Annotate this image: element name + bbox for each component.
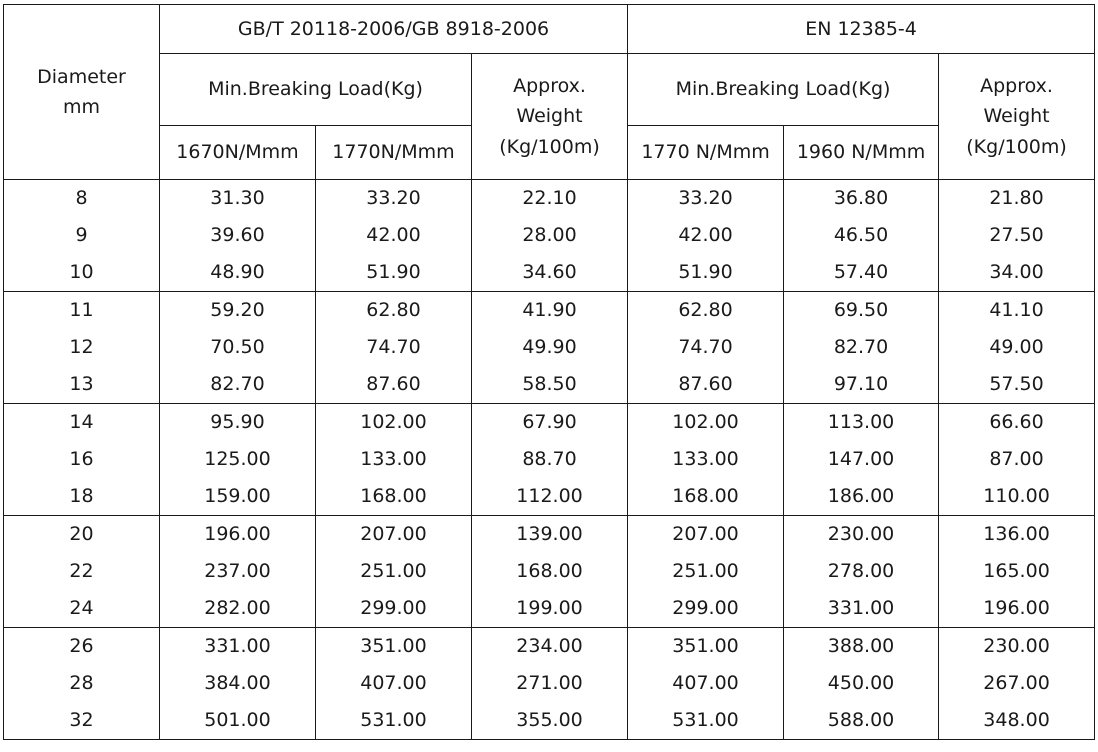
- table-row: [4, 516, 1095, 554]
- en-weight-cell: 165.00: [939, 553, 1095, 590]
- gb-weight-cell: 112.00: [472, 478, 628, 516]
- en-1960-cell: 57.40: [784, 254, 939, 292]
- gb-1670-cell: 331.00: [160, 628, 316, 666]
- approx-weight-gb-line2: Weight: [516, 105, 583, 128]
- en-1770-cell: 62.80: [628, 292, 784, 330]
- en-1960-cell: 278.00: [784, 553, 939, 590]
- en-1960-cell: 147.00: [784, 441, 939, 478]
- en-1770-cell: 102.00: [628, 404, 784, 442]
- grade-gb-1770-header: 1770N/Mmm: [316, 126, 472, 180]
- table-row: [4, 590, 1095, 628]
- gb-weight-cell: 28.00: [472, 217, 628, 254]
- en-1770-cell: 51.90: [628, 254, 784, 292]
- diameter-cell: 24: [4, 590, 160, 628]
- min-breaking-load-gb-label: Min.Breaking Load(Kg): [208, 78, 423, 101]
- en-1960-cell: 230.00: [784, 516, 939, 554]
- table-header: [4, 5, 1095, 180]
- en-1960-cell: 97.10: [784, 366, 939, 404]
- table-row: [4, 665, 1095, 702]
- diameter-cell: 8: [4, 180, 160, 218]
- table-row: [4, 254, 1095, 292]
- table-row: [4, 292, 1095, 330]
- grade-gb-1670-header: 1670N/Mmm: [160, 126, 316, 180]
- en-1770-cell: 133.00: [628, 441, 784, 478]
- en-1960-cell: 82.70: [784, 329, 939, 366]
- en-weight-cell: 21.80: [939, 180, 1095, 218]
- gb-1770-cell: 51.90: [316, 254, 472, 292]
- approx-weight-gb-header: [472, 54, 628, 180]
- diameter-cell: 10: [4, 254, 160, 292]
- gb-weight-cell: 168.00: [472, 553, 628, 590]
- gb-weight-cell: 88.70: [472, 441, 628, 478]
- approx-weight-gb-line1: Approx.: [513, 74, 586, 97]
- en-weight-cell: 136.00: [939, 516, 1095, 554]
- gb-1770-cell: 351.00: [316, 628, 472, 666]
- min-breaking-load-en-label: Min.Breaking Load(Kg): [675, 78, 891, 101]
- en-1770-cell: 168.00: [628, 478, 784, 516]
- en-1770-cell: 87.60: [628, 366, 784, 404]
- gb-1670-cell: 196.00: [160, 516, 316, 554]
- en-1770-cell: 251.00: [628, 553, 784, 590]
- en-1770-cell: 407.00: [628, 665, 784, 702]
- en-1770-cell: 42.00: [628, 217, 784, 254]
- gb-1770-cell: 207.00: [316, 516, 472, 554]
- gb-1770-cell: 62.80: [316, 292, 472, 330]
- grade-en-1960-header: 1960 N/Mmm: [784, 126, 939, 180]
- gb-weight-cell: 22.10: [472, 180, 628, 218]
- en-weight-cell: 196.00: [939, 590, 1095, 628]
- table-row: [4, 329, 1095, 366]
- en-1960-cell: 388.00: [784, 628, 939, 666]
- diameter-cell: 9: [4, 217, 160, 254]
- wire-rope-spec-table: [3, 4, 1095, 740]
- table-row: [4, 702, 1095, 740]
- en-1960-cell: 186.00: [784, 478, 939, 516]
- standard-en-label: EN 12385-4: [805, 17, 917, 40]
- diameter-header-line1: Diameter: [37, 65, 126, 88]
- table-row: [4, 404, 1095, 442]
- en-1770-cell: 351.00: [628, 628, 784, 666]
- gb-1670-cell: 501.00: [160, 702, 316, 740]
- approx-weight-en-line2: Weight: [983, 105, 1050, 128]
- gb-weight-cell: 234.00: [472, 628, 628, 666]
- en-1960-cell: 588.00: [784, 702, 939, 740]
- en-weight-cell: 230.00: [939, 628, 1095, 666]
- en-1960-cell: 113.00: [784, 404, 939, 442]
- gb-1770-cell: 531.00: [316, 702, 472, 740]
- en-1960-cell: 69.50: [784, 292, 939, 330]
- diameter-cell: 28: [4, 665, 160, 702]
- approx-weight-en-line3: (Kg/100m): [966, 135, 1067, 158]
- diameter-cell: 26: [4, 628, 160, 666]
- gb-1670-cell: 31.30: [160, 180, 316, 218]
- en-weight-cell: 49.00: [939, 329, 1095, 366]
- gb-1670-cell: 95.90: [160, 404, 316, 442]
- approx-weight-en-line1: Approx.: [980, 74, 1053, 97]
- min-breaking-load-gb-header: [160, 54, 472, 126]
- diameter-header-line2: mm: [62, 96, 101, 118]
- gb-1770-cell: 251.00: [316, 553, 472, 590]
- table-row: [4, 366, 1095, 404]
- gb-1670-cell: 82.70: [160, 366, 316, 404]
- diameter-cell: 12: [4, 329, 160, 366]
- gb-weight-cell: 41.90: [472, 292, 628, 330]
- gb-weight-cell: 355.00: [472, 702, 628, 740]
- en-weight-cell: 267.00: [939, 665, 1095, 702]
- standard-en-header: [628, 5, 1095, 54]
- en-1960-cell: 331.00: [784, 590, 939, 628]
- en-weight-cell: 66.60: [939, 404, 1095, 442]
- gb-1770-cell: 33.20: [316, 180, 472, 218]
- standard-gb-label: GB/T 20118-2006/GB 8918-2006: [237, 17, 550, 40]
- en-1960-cell: 36.80: [784, 180, 939, 218]
- gb-weight-cell: 139.00: [472, 516, 628, 554]
- approx-weight-en-header: [939, 54, 1095, 180]
- table-body: [4, 180, 1095, 740]
- en-weight-cell: 87.00: [939, 441, 1095, 478]
- table-row: [4, 180, 1095, 218]
- table-row: [4, 628, 1095, 666]
- gb-1770-cell: 133.00: [316, 441, 472, 478]
- gb-weight-cell: 34.60: [472, 254, 628, 292]
- en-weight-cell: 110.00: [939, 478, 1095, 516]
- gb-1770-cell: 42.00: [316, 217, 472, 254]
- gb-1770-cell: 168.00: [316, 478, 472, 516]
- en-weight-cell: 27.50: [939, 217, 1095, 254]
- gb-1670-cell: 48.90: [160, 254, 316, 292]
- en-1770-cell: 299.00: [628, 590, 784, 628]
- diameter-header: [4, 5, 160, 180]
- diameter-cell: 32: [4, 702, 160, 740]
- gb-1670-cell: 39.60: [160, 217, 316, 254]
- gb-weight-cell: 49.90: [472, 329, 628, 366]
- gb-1670-cell: 125.00: [160, 441, 316, 478]
- en-1770-cell: 207.00: [628, 516, 784, 554]
- diameter-cell: 16: [4, 441, 160, 478]
- gb-1770-cell: 407.00: [316, 665, 472, 702]
- gb-1770-cell: 102.00: [316, 404, 472, 442]
- approx-weight-gb-line3: (Kg/100m): [499, 135, 600, 158]
- min-breaking-load-en-header: [628, 54, 939, 126]
- en-1770-cell: 531.00: [628, 702, 784, 740]
- diameter-cell: 14: [4, 404, 160, 442]
- table-row: [4, 553, 1095, 590]
- gb-1770-cell: 87.60: [316, 366, 472, 404]
- gb-weight-cell: 271.00: [472, 665, 628, 702]
- en-weight-cell: 41.10: [939, 292, 1095, 330]
- en-weight-cell: 34.00: [939, 254, 1095, 292]
- gb-1670-cell: 59.20: [160, 292, 316, 330]
- table-row: [4, 217, 1095, 254]
- en-1770-cell: 33.20: [628, 180, 784, 218]
- en-weight-cell: 57.50: [939, 366, 1095, 404]
- en-1960-cell: 450.00: [784, 665, 939, 702]
- diameter-cell: 13: [4, 366, 160, 404]
- diameter-cell: 20: [4, 516, 160, 554]
- diameter-cell: 22: [4, 553, 160, 590]
- table-row: [4, 441, 1095, 478]
- gb-1670-cell: 70.50: [160, 329, 316, 366]
- gb-weight-cell: 67.90: [472, 404, 628, 442]
- gb-1770-cell: 74.70: [316, 329, 472, 366]
- table-row: [4, 478, 1095, 516]
- gb-1770-cell: 299.00: [316, 590, 472, 628]
- grade-en-1770-header: 1770 N/Mmm: [628, 126, 784, 180]
- gb-weight-cell: 199.00: [472, 590, 628, 628]
- gb-1670-cell: 282.00: [160, 590, 316, 628]
- diameter-cell: 11: [4, 292, 160, 330]
- en-1770-cell: 74.70: [628, 329, 784, 366]
- gb-1670-cell: 159.00: [160, 478, 316, 516]
- en-1960-cell: 46.50: [784, 217, 939, 254]
- gb-1670-cell: 384.00: [160, 665, 316, 702]
- en-weight-cell: 348.00: [939, 702, 1095, 740]
- gb-weight-cell: 58.50: [472, 366, 628, 404]
- standard-gb-header: [160, 5, 628, 54]
- diameter-cell: 18: [4, 478, 160, 516]
- gb-1670-cell: 237.00: [160, 553, 316, 590]
